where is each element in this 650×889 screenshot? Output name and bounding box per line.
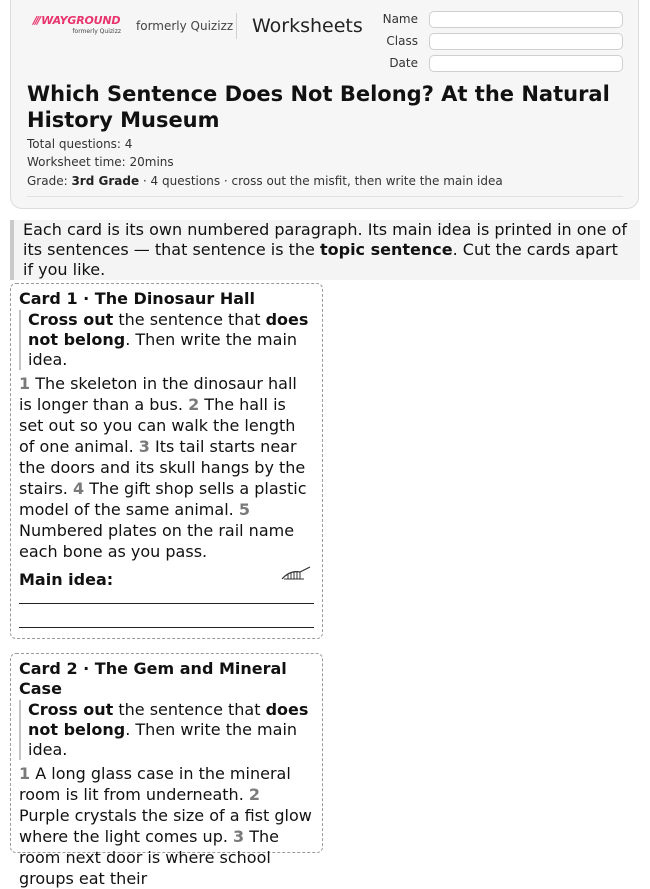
formerly-quizizz: formerly Quizizz <box>136 19 234 33</box>
sentence[interactable]: Purple crystals the size of a fist glow where the light comes up. <box>19 806 312 846</box>
sentence-number: 2 <box>188 395 200 414</box>
sentence-number: 5 <box>238 500 250 519</box>
sentence[interactable]: The hall is set out so you can walk the length of one animal. <box>19 395 296 456</box>
topic-sentence-term: topic sentence <box>319 240 453 259</box>
date-label: Date <box>389 56 418 70</box>
sentence-number: 2 <box>248 785 261 804</box>
class-field[interactable] <box>429 33 623 50</box>
intro-note: Each card is its own numbered paragraph. Its main idea is printed in one of its sentences — that sentence is the topic sentence. Cut the cards apart if you like. <box>10 220 640 280</box>
card-instructions: Cross out the sentence that does not belong. Then write the main idea. <box>19 310 314 370</box>
card-title: Card 2 · The Gem and Mineral Case <box>19 659 287 698</box>
sentence-number: 3 <box>233 827 245 846</box>
header-divider <box>236 13 237 39</box>
sentence-number: 3 <box>138 437 150 456</box>
card-instructions: Cross out the sentence that does not belong. Then write the main idea. <box>19 700 314 760</box>
logo-bars-icon: /// <box>33 14 40 27</box>
total-questions: Total questions: 4 <box>27 137 133 151</box>
page-title: Which Sentence Does Not Belong? At the Natural History Museum <box>27 82 610 132</box>
sentence[interactable]: The gift shop sells a plastic model of the same animal. <box>19 479 307 519</box>
date-field[interactable] <box>429 55 623 72</box>
answer-line-2[interactable] <box>19 627 314 628</box>
grade-value: 3rd Grade <box>71 174 140 188</box>
card-2 <box>10 653 323 888</box>
sentence[interactable]: Numbered plates on the rail name each bone as you pass. <box>19 521 295 561</box>
sentence-number: 1 <box>19 374 31 393</box>
card-passage <box>19 763 314 889</box>
sentence-number: 1 <box>19 764 31 783</box>
sentence[interactable]: The skeleton in the dinosaur hall is longer than a bus. <box>19 374 297 414</box>
name-label: Name <box>382 12 418 26</box>
sentence[interactable]: Its tail starts near the doors and its skull hangs by the stairs. <box>19 437 306 498</box>
card-1 <box>10 283 323 639</box>
card-title: Card 1 · The Dinosaur Hall <box>19 289 256 308</box>
dinosaur-skeleton-icon <box>280 564 314 582</box>
main-idea-row <box>19 570 314 592</box>
sentence[interactable]: A long glass case in the mineral room is lit from underneath. <box>19 764 291 804</box>
class-label: Class <box>386 34 418 48</box>
worksheet-header <box>10 0 639 209</box>
header-rule <box>27 196 623 197</box>
sentence-number: 4 <box>72 479 85 498</box>
logo-text: WAYGROUND <box>41 14 121 27</box>
card-passage <box>19 373 314 562</box>
logo-subtext: formerly Quizizz <box>72 28 121 35</box>
sentence[interactable]: The room next door is where school groups eat their <box>19 827 280 888</box>
answer-line-1[interactable] <box>19 603 314 604</box>
name-field[interactable] <box>429 11 623 28</box>
main-idea-label: Main idea: <box>19 570 114 589</box>
wayground-logo <box>33 14 123 35</box>
section-title: Worksheets <box>252 15 363 37</box>
grade-line: Grade: 3rd Grade · 4 questions · cross out the misfit, then write the main idea <box>27 174 503 188</box>
worksheet-time: Worksheet time: 20mins <box>27 155 174 169</box>
